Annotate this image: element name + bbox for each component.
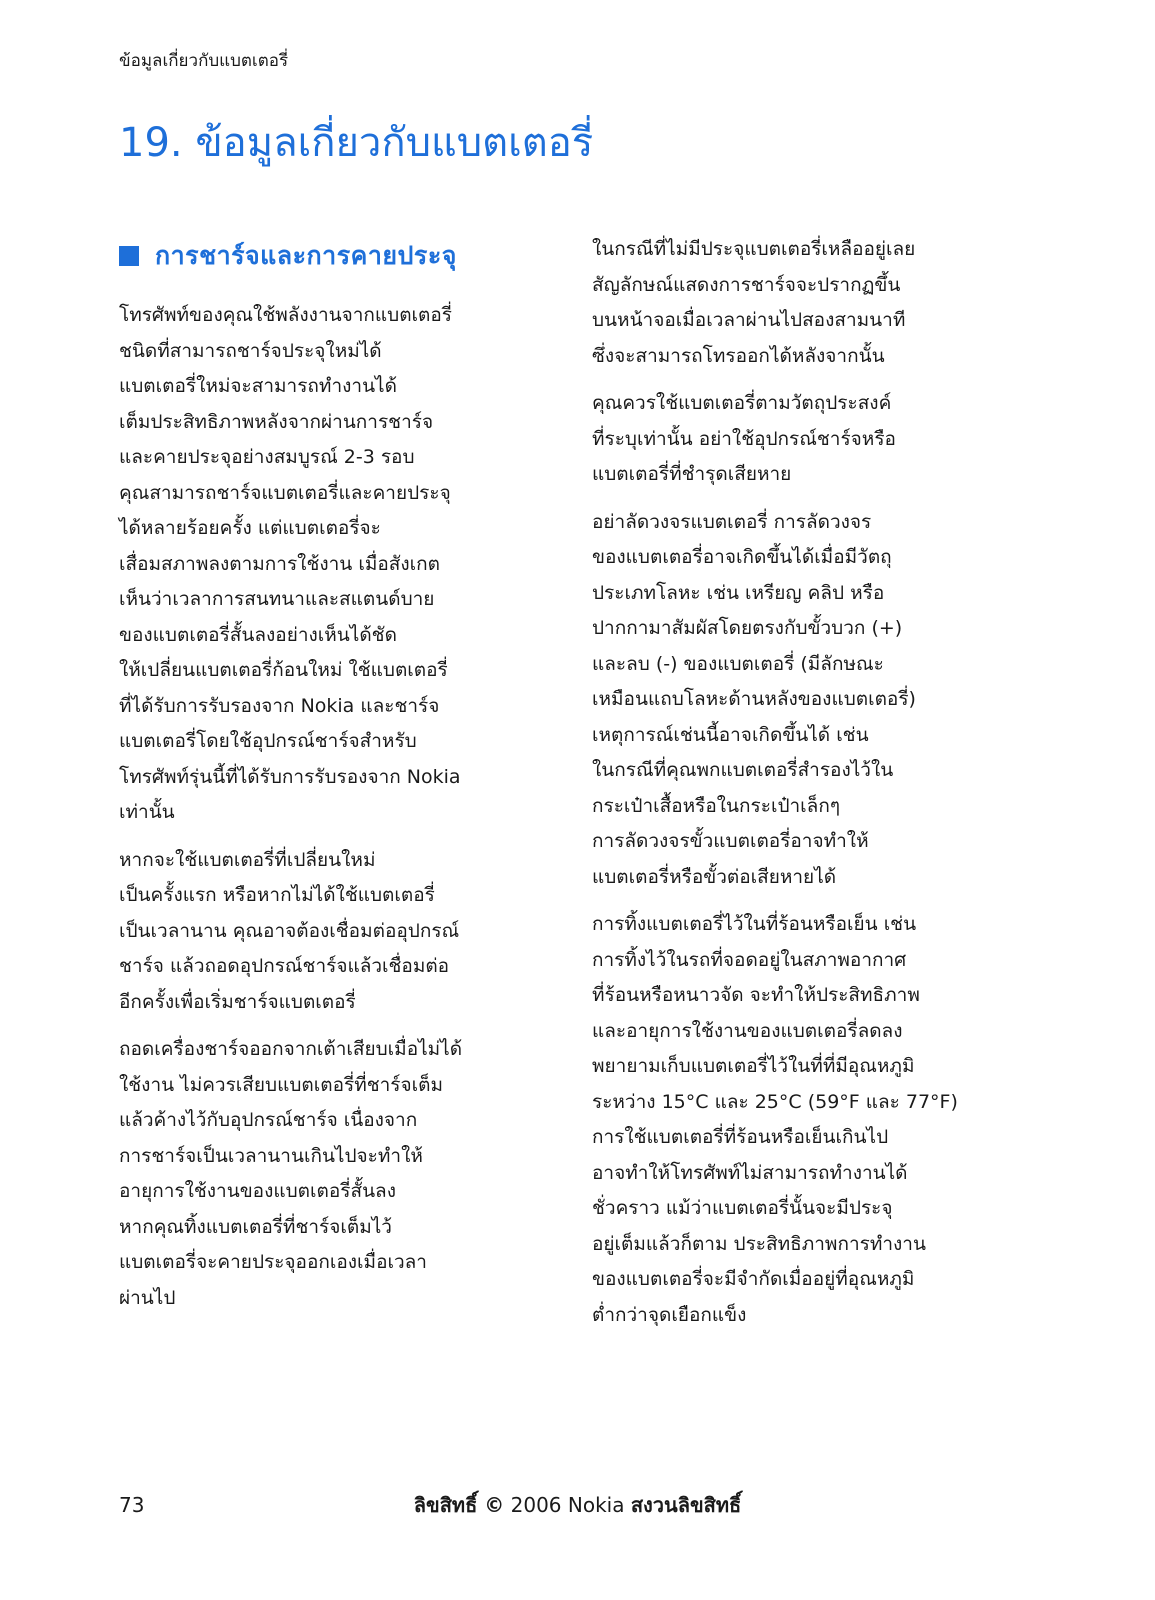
text-line: บนหน้าจอเมื่อเวลาผ่านไปสองสามนาที — [592, 309, 906, 331]
text-line: อยู่เต็มแล้วก็ตาม ประสิทธิภาพการทำงาน — [592, 1232, 926, 1255]
text-line: โทรศัพท์รุ่นนี้ที่ได้รับการรับรองจาก Nokia — [119, 765, 461, 788]
text-line: หากคุณทิ้งแบตเตอรี่ที่ชาร์จเต็มไว้ — [119, 1215, 392, 1238]
text-line: ได้หลายร้อยครั้ง แต่แบตเตอรี่จะ — [119, 517, 381, 539]
text-line: ของแบตเตอรี่อาจเกิดขึ้นได้เมื่อมีวัตถุ — [592, 546, 892, 568]
text-line: อาจทำให้โทรศัพท์ไม่สามารถทำงานได้ — [592, 1161, 908, 1184]
copyright-middle: 2006 Nokia — [504, 1493, 631, 1517]
text-line: แบตเตอรี่ที่ชำรุดเสียหาย — [592, 463, 792, 485]
text-line: การใช้แบตเตอรี่ที่ร้อนหรือเย็นเกินไป — [592, 1126, 889, 1148]
page-footer — [0, 1490, 1155, 1520]
text-line: เหตุการณ์เช่นนี้อาจเกิดขึ้นได้ เช่น — [592, 723, 869, 746]
text-line: เป็นครั้งแรก หรือหากไม่ได้ใช้แบตเตอรี่ — [119, 884, 435, 906]
text-line: การลัดวงจรขั้วแบตเตอรี่อาจทำให้ — [592, 830, 869, 852]
section-title: การชาร์จและการคายประจุ — [155, 241, 457, 270]
paragraph — [119, 1032, 549, 1316]
chapter-title: 19. ข้อมูลเกี่ยวกับแบตเตอรี่ — [119, 120, 594, 166]
paragraph-gap — [592, 895, 1022, 907]
text-line: การทิ้งไว้ในรถที่จอดอยู่ในสภาพอากาศ — [592, 948, 907, 971]
section-heading — [119, 232, 549, 280]
text-line: สัญลักษณ์แสดงการชาร์จจะปรากฏขึ้น — [592, 273, 901, 296]
copyright-notice — [0, 1490, 1155, 1520]
text-line: ชั่วคราว แม้ว่าแบตเตอรี่นั้นจะมีประจุ — [592, 1197, 893, 1219]
text-line: ผ่านไป — [119, 1286, 176, 1309]
paragraph-gap — [592, 374, 1022, 386]
text-line: โทรศัพท์ของคุณใช้พลังงานจากแบตเตอรี่ — [119, 304, 453, 326]
paragraph-gap — [592, 493, 1022, 505]
text-line: ปากกามาสัมผัสโดยตรงกับขั้วบวก (+) — [592, 617, 903, 639]
text-line: ให้เปลี่ยนแบตเตอรี่ก้อนใหม่ ใช้แบตเตอรี่ — [119, 659, 448, 681]
text-line: และลบ (-) ของแบตเตอรี่ (มีลักษณะ — [592, 652, 884, 675]
text-line: คุณควรใช้แบตเตอรี่ตามวัตถุประสงค์ — [592, 392, 892, 414]
paragraph — [592, 386, 1022, 493]
paragraph — [592, 505, 1022, 896]
square-bullet-icon — [119, 246, 139, 266]
text-line: ในกรณีที่คุณพกแบตเตอรี่สำรองไว้ใน — [592, 759, 894, 781]
text-line: ซึ่งจะสามารถโทรออกได้หลังจากนั้น — [592, 344, 885, 367]
right-paragraphs — [592, 232, 1022, 1333]
text-line: แบตเตอรี่โดยใช้อุปกรณ์ชาร์จสำหรับ — [119, 730, 417, 752]
paragraph-gap — [119, 831, 549, 843]
text-line: และคายประจุอย่างสมบูรณ์ 2-3 รอบ — [119, 446, 415, 468]
text-line: คุณสามารถชาร์จแบตเตอรี่และคายประจุ — [119, 481, 451, 504]
text-line: ของแบตเตอรี่สั้นลงอย่างเห็นได้ชัด — [119, 623, 397, 646]
text-line: ถอดเครื่องชาร์จออกจากเต้าเสียบเมื่อไม่ได้ — [119, 1038, 463, 1060]
right-column — [592, 232, 1022, 1333]
text-line: ที่ร้อนหรือหนาวจัด จะทำให้ประสิทธิภาพ — [592, 984, 920, 1006]
text-line: ที่ได้รับการรับรองจาก Nokia และชาร์จ — [119, 694, 440, 717]
text-line: อีกครั้งเพื่อเริ่มชาร์จแบตเตอรี่ — [119, 990, 356, 1013]
text-line: ของแบตเตอรี่จะมีจำกัดเมื่ออยู่ที่อุณหภูมิ — [592, 1268, 915, 1290]
paragraph — [119, 843, 549, 1021]
running-header: ข้อมูลเกี่ยวกับแบตเตอรี่ — [119, 51, 289, 71]
paragraph-gap — [119, 1020, 549, 1032]
paragraph — [592, 907, 1022, 1333]
text-line: แบตเตอรี่หรือขั้วต่อเสียหายได้ — [592, 865, 837, 888]
text-line: หากจะใช้แบตเตอรี่ที่เปลี่ยนใหม่ — [119, 848, 376, 871]
text-line: ชนิดที่สามารถชาร์จประจุใหม่ได้ — [119, 339, 382, 362]
text-line: ในกรณีที่ไม่มีประจุแบตเตอรี่เหลืออยู่เลย — [592, 238, 916, 260]
text-line: และอายุการใช้งานของแบตเตอรี่ลดลง — [592, 1019, 903, 1042]
text-line: ต่ำกว่าจุดเยือกแข็ง — [592, 1303, 747, 1326]
left-paragraphs — [119, 298, 549, 1316]
text-line: ชาร์จ แล้วถอดอุปกรณ์ชาร์จแล้วเชื่อมต่อ — [119, 955, 450, 977]
text-line: ใช้งาน ไม่ควรเสียบแบตเตอรี่ที่ชาร์จเต็ม — [119, 1073, 443, 1096]
paragraph — [119, 298, 549, 831]
text-line: อย่าลัดวงจรแบตเตอรี่ การลัดวงจร — [592, 510, 872, 533]
copyright-suffix: สงวนลิขสิทธิ์ — [630, 1493, 742, 1517]
text-line: การทิ้งแบตเตอรี่ไว้ในที่ร้อนหรือเย็น เช่น — [592, 913, 917, 935]
text-line: เป็นเวลานาน คุณอาจต้องเชื่อมต่ออุปกรณ์ — [119, 919, 460, 942]
text-line: เท่านั้น — [119, 801, 175, 823]
text-line: แบตเตอรี่ใหม่จะสามารถทำงานได้ — [119, 375, 397, 397]
text-line: เห็นว่าเวลาการสนทนาและสแตนด์บาย — [119, 588, 435, 610]
paragraph — [592, 232, 1022, 374]
text-line: เหมือนแถบโลหะด้านหลังของแบตเตอรี่) — [592, 688, 916, 710]
text-line: อายุการใช้งานของแบตเตอรี่สั้นลง — [119, 1180, 396, 1202]
text-line: ระหว่าง 15°C และ 25°C (59°F และ 77°F) — [592, 1090, 958, 1113]
left-column — [119, 232, 549, 1316]
page-number: 73 — [119, 1493, 145, 1517]
text-line: เสื่อมสภาพลงตามการใช้งาน เมื่อสังเกต — [119, 552, 440, 575]
text-line: การชาร์จเป็นเวลานานเกินไปจะทำให้ — [119, 1144, 423, 1167]
copyright-prefix: ลิขสิทธิ์ © — [413, 1493, 505, 1517]
text-line: ที่ระบุเท่านั้น อย่าใช้อุปกรณ์ชาร์จหรือ — [592, 427, 896, 450]
text-line: พยายามเก็บแบตเตอรี่ไว้ในที่ที่มีอุณหภูมิ — [592, 1055, 915, 1077]
text-line: ประเภทโลหะ เช่น เหรียญ คลิป หรือ — [592, 581, 885, 604]
text-line: เต็มประสิทธิภาพหลังจากผ่านการชาร์จ — [119, 410, 434, 433]
text-line: กระเป๋าเสื้อหรือในกระเป๋าเล็กๆ — [592, 794, 841, 817]
text-line: แล้วค้างไว้กับอุปกรณ์ชาร์จ เนื่องจาก — [119, 1109, 418, 1131]
text-line: แบตเตอรี่จะคายประจุออกเองเมื่อเวลา — [119, 1251, 427, 1273]
